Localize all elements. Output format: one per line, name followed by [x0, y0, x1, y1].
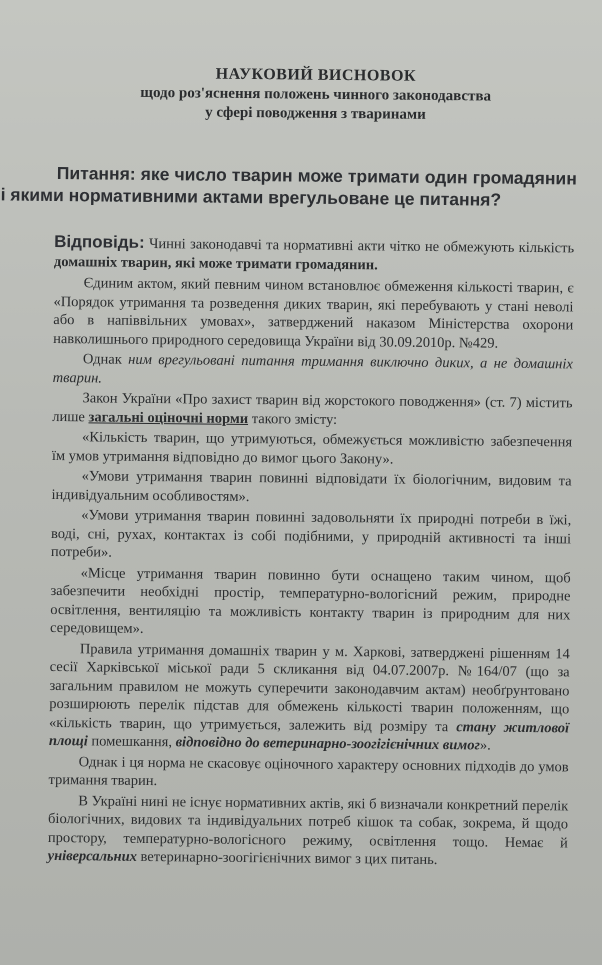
paragraph-zakon-a: Закон України «Про захист тварин від жорстокого поводження» (ст. 7) містить лише	[52, 390, 573, 425]
paragraph-otsinochnyi: Однак і ця норма не скасовує оціночного характеру основних підходів до умов тримання тварин.	[48, 753, 569, 790]
document-body	[0, 64, 577, 871]
quote-umovy-vidpovidaty: «Умови утримання тварин повинні відповідати їх біологічним, видовим та індивідуальним особливостям».	[51, 468, 572, 505]
paragraph-pravyla-bold-italic-1: стану житлової площі	[48, 718, 570, 750]
answer-text: Чинні законодавчі та нормативні акти чітко не обмежують кількість	[144, 235, 575, 257]
paragraph-pravyla-a: Правила утримання домашніх тварин у м. Харкові, затверджені рішенням 14 сесії Харківської міської ради 5 скликання від 04.07.2007р. №164/07 (що за загальним правилом не можуть суперечити законодавчим актам) необґрунтовано розширюють перелік підстав для обмежень кількості тварин положенням, що «кількість тварин, що утримується, залежить від розміру та	[49, 640, 570, 735]
quote-kilkist: «Кількість тварин, що утримуються, обмежується можливістю забезпечення їм умов утримання відповідно до вимог цього Закону».	[51, 429, 573, 468]
paragraph-ukraina-bold-italic: універсальних	[47, 847, 138, 865]
paragraph-ukraina	[48, 791, 569, 870]
question-heading: Питання: яке число тварин може тримати один громадянин і якими нормативними актами врегульоване це питання?	[0, 163, 577, 210]
paragraph-dyki-tvaryny: Єдиним актом, який певним чином встановлює обмеження кількості тварин, є «Порядок утримання та розведення диких тварин, які перебувають у стані неволі або в напіввільних умовах», затверджений наказом Міністерства охорони навколишнього природного середовища України від 30.09.2010р. №429.	[53, 275, 574, 352]
quote-mistse: «Місце утримання тварин повинно бути оснащено таким чином, щоб забезпечити необхідні простір, температурно-вологісний режим, природне освітлення, вентиляцію та можливість контакту тварин із природним для них середовищем».	[50, 564, 571, 637]
paragraph-zakon	[52, 389, 572, 431]
answer-text-bold: домашніх тварин, які може тримати громадянин.	[53, 253, 378, 274]
paragraph-odnak-start: Однак	[82, 351, 129, 368]
paragraph-pravyla-kharkiv	[49, 639, 570, 755]
paragraph-ukraina-a: В Україні нині не існує нормативних актів, які б визначали конкретний перелік біологічних, видових та індивідуальних потреб кішок та собак, зокрема, й щодо простору, температурно-вологісного режиму, освітлення тощо. Немає й	[47, 792, 569, 851]
quote-umovy-zadovolniaty: «Умови утримання тварин повинні задовольняти їх природні потреби в їжі, воді, сні, рухах, контактах із собі подібними, у природній активності та інші потреби».	[50, 507, 572, 561]
paragraph-zakon-b: такого змісту:	[248, 410, 338, 428]
paragraph-zakon-underlined: загальні оціночні норми	[88, 408, 249, 427]
paragraph-pravyla-b: помешкання,	[87, 733, 176, 751]
document-subtitle-line-1: щодо роз'яснення положень чинного законодавства	[140, 84, 492, 105]
answer-label: Відповідь:	[54, 231, 145, 252]
paragraph-pravyla-bold-italic-2: відповідно до ветеринарно-зоогігієнічних вимог	[175, 734, 480, 754]
paragraph-ukraina-b: ветеринарно-зоогігієнічних вимог з цих питань.	[136, 848, 438, 869]
paragraph-odnak	[53, 350, 573, 392]
paragraph-pravyla-c: ».	[479, 737, 491, 754]
document-subtitle-line-2: у сфері поводження з тваринами	[205, 104, 426, 123]
answer-paragraph	[54, 232, 574, 277]
paragraph-odnak-italic: ним врегульовані питання тримання виключно диких, а не домашніх тварин.	[52, 351, 573, 386]
document-title: НАУКОВИЙ ВИСНОВОК	[215, 65, 417, 85]
